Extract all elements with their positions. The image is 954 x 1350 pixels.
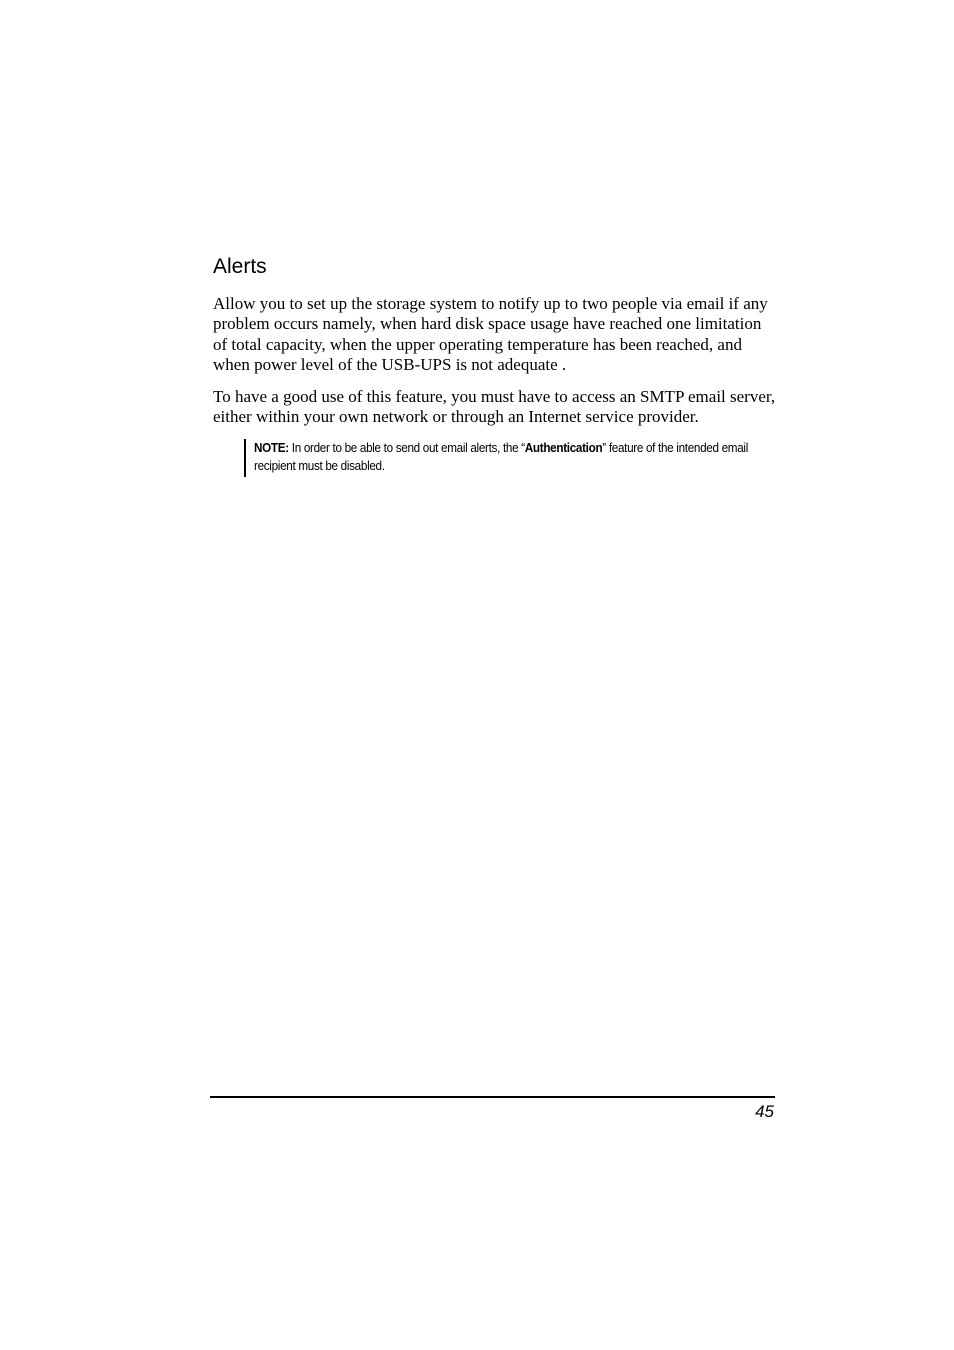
note-text — [254, 439, 758, 475]
page-number: 45 — [755, 1102, 774, 1121]
smtp-paragraph: To have a good use of this feature, you must have to access an SMTP email server, either within your own network or through an Internet service provider. — [213, 387, 776, 427]
note-box — [244, 439, 764, 477]
note-text-after: ” feature of the intended email recipient must be disabled. — [254, 440, 748, 473]
note-text-before: In order to be able to send out email alerts, the “ — [288, 440, 525, 455]
footer-divider — [210, 1096, 775, 1098]
note-emphasis: Authentication — [524, 440, 603, 455]
note-label: NOTE: — [254, 440, 289, 455]
intro-paragraph: Allow you to set up the storage system to notify up to two people via email if any problem occurs namely, when hard disk space usage have reached one limitation of total capacity, when the upper operating temperature has been reached, and when power level of the USB-UPS is not adequate . — [213, 294, 768, 374]
section-heading: Alerts — [213, 255, 267, 278]
